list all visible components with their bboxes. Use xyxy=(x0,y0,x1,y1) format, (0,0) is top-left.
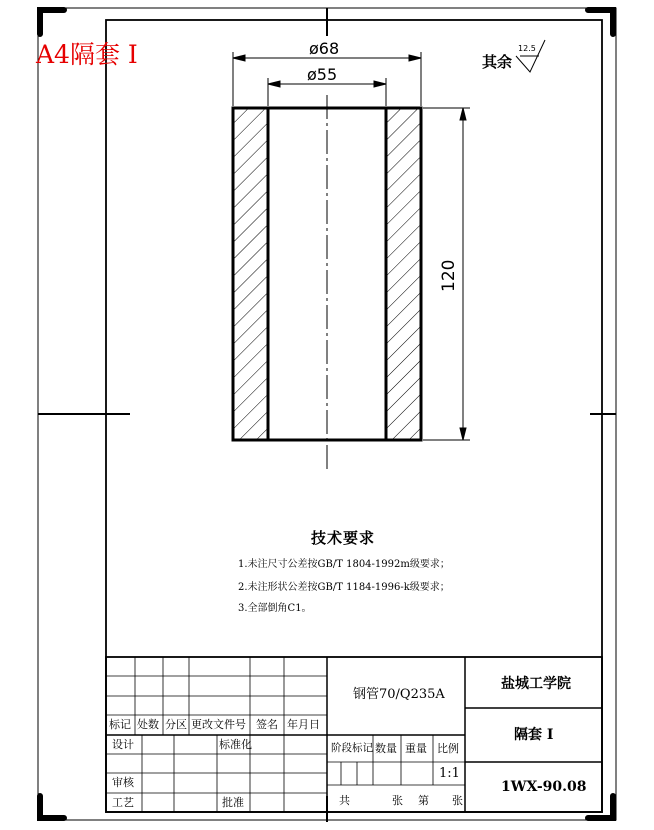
roughness-value: 12.5 xyxy=(518,44,536,53)
sheet-label-2: 张 xyxy=(452,794,463,807)
process-label: 工艺 xyxy=(112,796,134,809)
institution-name: 盐城工学院 xyxy=(501,676,571,692)
sheet-corner-title: A4隔套 I xyxy=(36,40,138,69)
technical-requirement-item: 3.全部倒角C1。 xyxy=(238,603,312,614)
drawing-number: 1WX-90.08 xyxy=(501,779,587,795)
review-label: 审核 xyxy=(112,776,134,789)
left-wall-hatch xyxy=(233,108,268,440)
technical-requirement-item: 2.未注形状公差按GB/T 1184-1996-k级要求； xyxy=(238,582,450,593)
approve-label: 批准 xyxy=(222,796,244,809)
technical-requirements-title: 技术要求 xyxy=(311,529,376,547)
technical-requirement-item: 1.未注尺寸公差按GB/T 1804-1992m级要求； xyxy=(238,559,450,570)
scale-value: 1:1 xyxy=(439,766,460,781)
weight-label: 重量 xyxy=(405,742,427,755)
revision-header-file-no: 更改文件号 xyxy=(191,718,246,731)
sheet-label: 张 xyxy=(392,794,403,807)
revision-header-zone: 分区 xyxy=(165,718,187,731)
material-label: 钢管70/Q235A xyxy=(353,687,445,702)
revision-header-count: 处数 xyxy=(137,718,159,731)
outer-diameter-label: ø68 xyxy=(309,39,340,58)
standardization-label: 标准化 xyxy=(219,738,252,751)
page-label: 第 xyxy=(418,794,429,807)
revision-header-date: 年月日 xyxy=(287,718,320,731)
ratio-label: 比例 xyxy=(437,742,459,755)
length-label: 120 xyxy=(439,259,459,292)
revision-header-signature: 签名 xyxy=(256,718,278,731)
total-label: 共 xyxy=(339,794,350,807)
inner-diameter-label: ø55 xyxy=(307,65,338,84)
roughness-label: 其余 xyxy=(482,53,513,71)
design-label: 设计 xyxy=(112,738,134,751)
revision-header-mark: 标记 xyxy=(109,718,131,731)
stage-mark-label: 阶段标记 xyxy=(331,742,373,754)
right-wall-hatch xyxy=(386,108,421,440)
quantity-label: 数量 xyxy=(375,742,397,755)
sleeve-section xyxy=(233,95,421,470)
part-name: 隔套 I xyxy=(514,727,554,743)
